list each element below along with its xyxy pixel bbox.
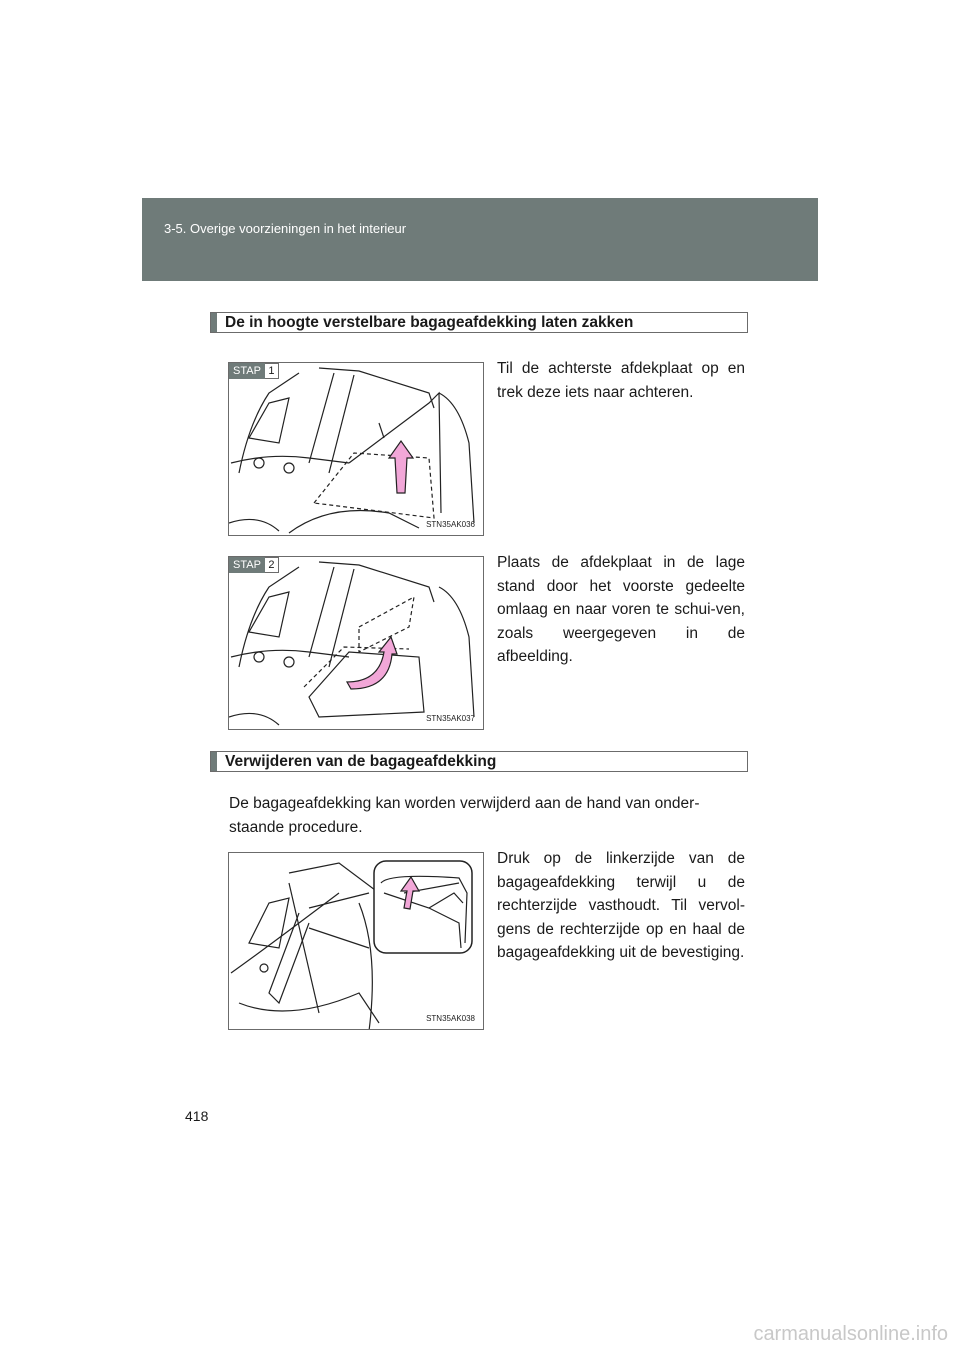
figure-step-2 xyxy=(228,556,484,730)
section-title-bar xyxy=(210,312,748,333)
figure-code: STN35AK037 xyxy=(426,714,475,723)
detail-inset xyxy=(374,861,472,953)
cargo-cover-raised-illustration xyxy=(229,363,484,536)
chapter-title: 3-5. Overige voorzieningen in het interieur xyxy=(164,221,407,236)
chapter-header xyxy=(142,198,818,281)
cargo-cover-lowered-illustration xyxy=(229,557,484,730)
arrow-up-icon xyxy=(389,441,413,493)
section-title-bar xyxy=(210,751,748,772)
watermark: carmanualsonline.info xyxy=(753,1323,948,1345)
removal-text: Druk op de linkerzijde van de bagageafdekking terwijl u de rechterzijde vasthoudt. Til vervol-gens de rechterzijde op en haal de bagageafdekking uit de bevestiging. xyxy=(497,850,745,961)
section-title: De in hoogte verstelbare bagageafdekking laten zakken xyxy=(225,314,634,331)
figure-step-1 xyxy=(228,362,484,536)
figure-removal xyxy=(228,852,484,1030)
figure-code: STN35AK036 xyxy=(426,520,475,529)
step-label: STAP 1 xyxy=(229,363,279,379)
figure-code: STN35AK038 xyxy=(426,1014,475,1023)
intro-text: De bagageafdekking kan worden verwijderd aan de hand van onder-staande procedure. xyxy=(229,795,700,836)
step-1-text: Til de achterste afdekplaat op en trek deze iets naar achteren. xyxy=(497,360,745,401)
page-number: 418 xyxy=(185,1108,209,1124)
arrow-curved-icon xyxy=(347,637,397,689)
section-title: Verwijderen van de bagageafdekking xyxy=(225,753,497,770)
step-label: STAP 2 xyxy=(229,557,279,573)
step-2-text: Plaats de afdekplaat in de lage stand door het voorste gedeelte omlaag en naar voren te schui-ven, zoals weergegeven in de afbeelding. xyxy=(497,554,745,665)
cargo-cover-removal-illustration xyxy=(229,853,484,1030)
